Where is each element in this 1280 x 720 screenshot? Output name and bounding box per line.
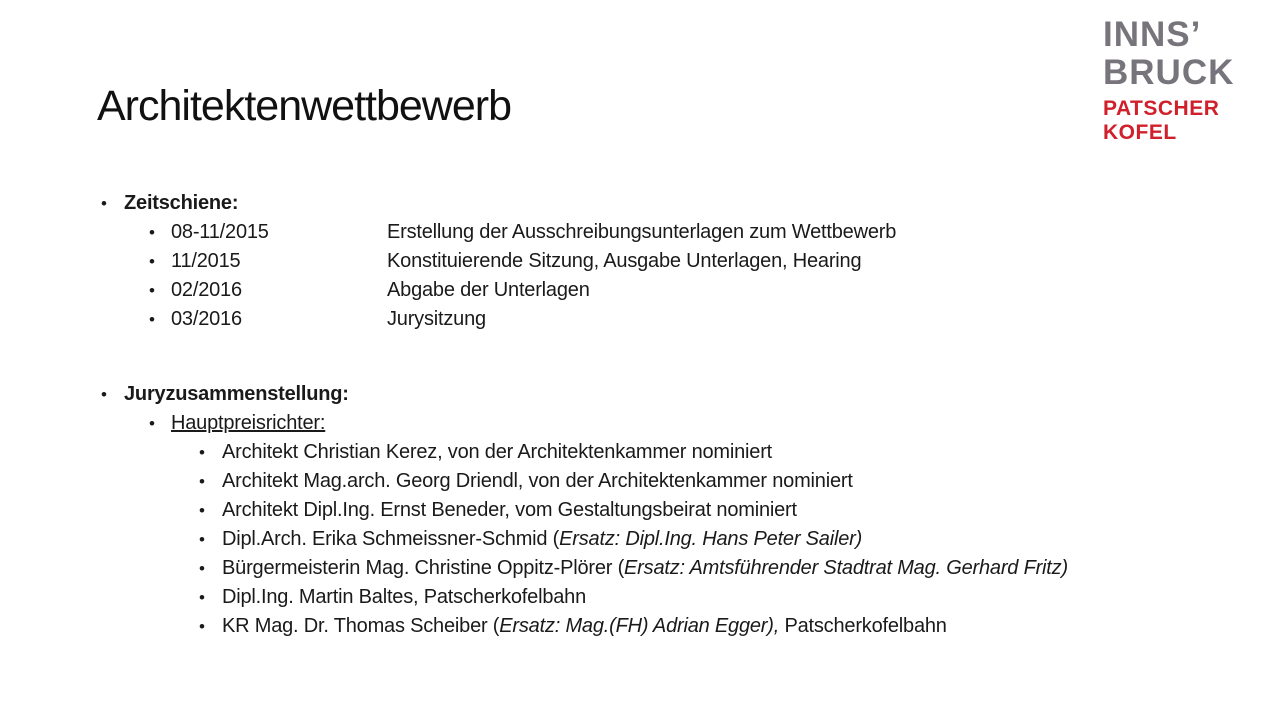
innsbruck-patscherkofel-logo [1103, 16, 1234, 145]
timeline-desc: Jurysitzung [387, 308, 486, 330]
jury-heading: Juryzusammenstellung: [124, 383, 349, 405]
timeline-item [147, 305, 1250, 334]
section-jury [97, 380, 1250, 641]
jury-member-text: KR Mag. Dr. Thomas Scheiber (Ersatz: Mag.(FH) Adrian Egger), Patscherkofelbahn [222, 615, 947, 637]
bullet-icon: • [199, 588, 205, 607]
jury-member-item [197, 525, 1250, 554]
bullet-icon: • [101, 194, 107, 213]
bullet-icon: • [199, 472, 205, 491]
timeline-date: 11/2015 [171, 250, 241, 272]
bullet-icon: • [199, 559, 205, 578]
jury-member-text: Architekt Dipl.Ing. Ernst Beneder, vom Gestaltungsbeirat nominiert [222, 499, 797, 521]
bullet-icon: • [199, 443, 205, 462]
timeline-desc: Abgabe der Unterlagen [387, 279, 590, 301]
bullet-icon: • [199, 617, 205, 636]
bullet-icon: • [101, 385, 107, 404]
jury-member-text: Architekt Mag.arch. Georg Driendl, von der Architektenkammer nominiert [222, 470, 853, 492]
jury-subheading: Hauptpreisrichter: [171, 412, 326, 434]
zeitschiene-heading: Zeitschiene: [124, 192, 239, 214]
jury-member-item [197, 438, 1250, 467]
logo-line-bruck: BRUCK [1103, 53, 1235, 92]
section-heading-row [97, 380, 1250, 409]
timeline-item [147, 276, 1250, 305]
timeline-desc: Erstellung der Ausschreibungsunterlagen zum Wettbewerb [387, 221, 897, 243]
timeline-desc: Konstituierende Sitzung, Ausgabe Unterlagen, Hearing [387, 250, 862, 272]
jury-member-item [197, 496, 1250, 525]
bullet-icon: • [199, 530, 205, 549]
bullet-icon: • [149, 310, 155, 329]
page-title: Architektenwettbewerb [97, 82, 511, 130]
logo-line-inns: INNS’ [1103, 15, 1202, 54]
timeline-date: 02/2016 [171, 279, 242, 301]
logo-line-kofel: KOFEL [1103, 121, 1177, 144]
timeline-item [147, 247, 1250, 276]
bullet-icon: • [199, 501, 205, 520]
slide-body [97, 189, 1250, 641]
bullet-icon: • [149, 414, 155, 433]
jury-member-item [197, 583, 1250, 612]
bullet-icon: • [149, 223, 155, 242]
timeline-date: 08-11/2015 [171, 221, 269, 243]
jury-member-text: Dipl.Arch. Erika Schmeissner-Schmid (Ersatz: Dipl.Ing. Hans Peter Sailer) [222, 528, 863, 550]
jury-subheading-row [147, 409, 1250, 438]
jury-member-text: Bürgermeisterin Mag. Christine Oppitz-Plörer (Ersatz: Amtsführender Stadtrat Mag. Gerhard Fritz) [222, 557, 1068, 579]
timeline-date: 03/2016 [171, 308, 242, 330]
section-heading-row [97, 189, 1250, 218]
jury-member-item [197, 467, 1250, 496]
bullet-icon: • [149, 281, 155, 300]
bullet-icon: • [149, 252, 155, 271]
jury-member-text: Dipl.Ing. Martin Baltes, Patscherkofelbahn [222, 586, 587, 608]
section-zeitschiene [97, 189, 1250, 334]
logo-line-patscher: PATSCHER [1103, 97, 1220, 120]
jury-member-item [197, 612, 1250, 641]
timeline-item [147, 218, 1250, 247]
jury-member-text: Architekt Christian Kerez, von der Architektenkammer nominiert [222, 441, 773, 463]
jury-member-item [197, 554, 1250, 583]
